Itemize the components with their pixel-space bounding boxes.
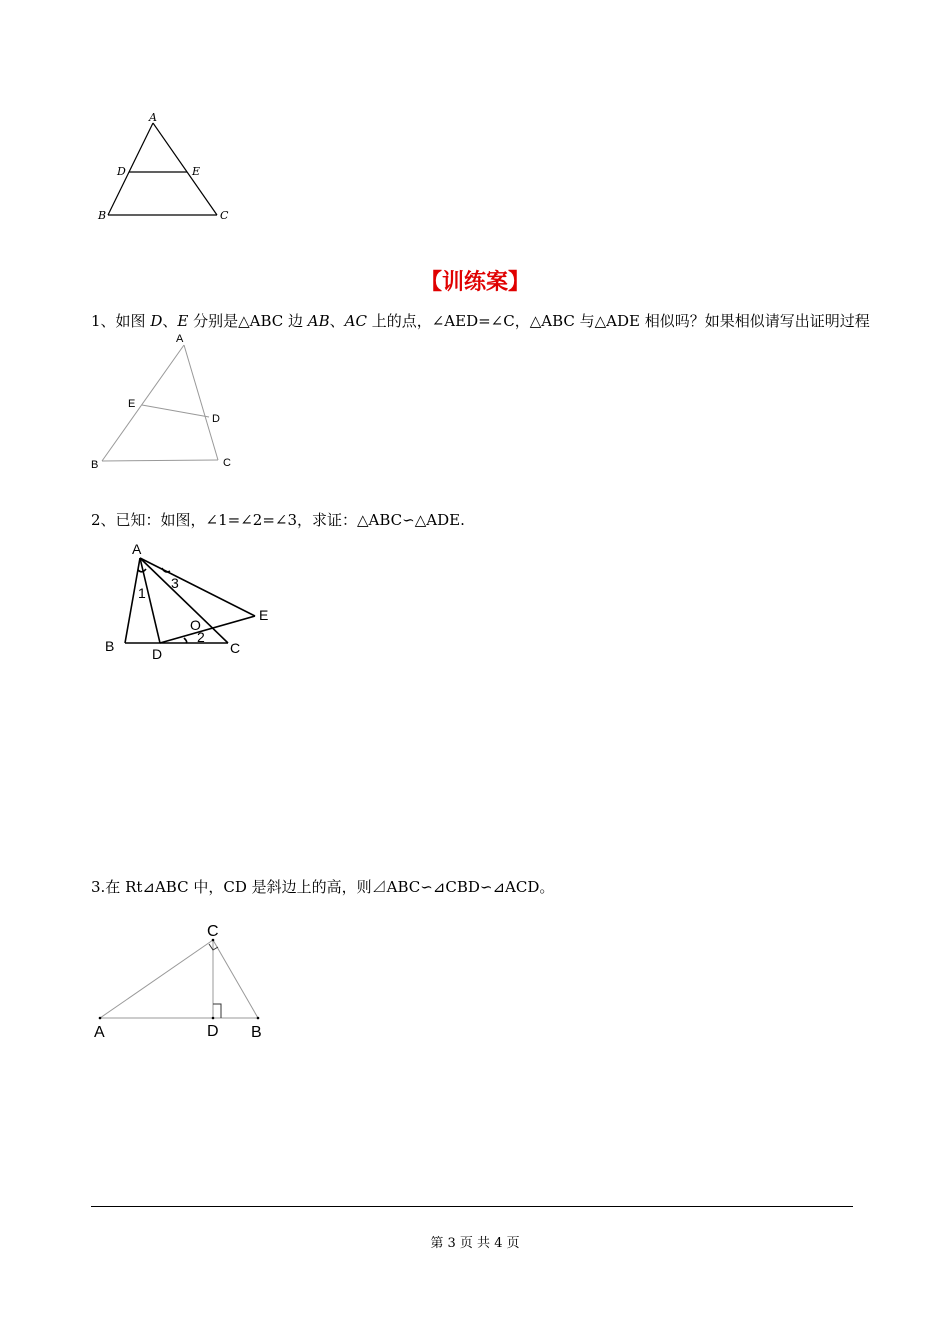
figure-triangle-de xyxy=(90,105,240,230)
label-a: A xyxy=(132,541,142,557)
q1-ab: AB xyxy=(307,312,330,330)
label-d: D xyxy=(117,165,126,178)
q1-text2: 上的点，∠AED=∠C，△ABC 与△ADE 相似吗？如果相似请写出证明过程 xyxy=(366,312,870,330)
label-e: E xyxy=(128,398,136,410)
label-c: C xyxy=(223,457,231,469)
label-angle-2: 2 xyxy=(197,629,205,645)
label-b: B xyxy=(251,1024,262,1041)
label-b: B xyxy=(98,209,107,222)
label-d: D xyxy=(207,1023,219,1040)
label-e: E xyxy=(192,165,201,178)
question-2: 2、已知：如图，∠1=∠2=∠3，求证：△ABC∽△ADE. xyxy=(91,511,465,529)
q1-sep1: 、 xyxy=(162,312,178,330)
page-footer: 第 3 页 共 4 页 xyxy=(430,1236,520,1251)
q1-number: 1、如图 xyxy=(91,312,151,330)
label-o: O xyxy=(190,617,201,633)
label-e: E xyxy=(259,607,269,623)
label-a: A xyxy=(149,111,157,124)
label-c: C xyxy=(207,923,219,940)
figure-q2 xyxy=(100,538,280,663)
section-title: 【训练案】 xyxy=(419,270,530,295)
label-c: C xyxy=(230,640,241,656)
label-b: B xyxy=(91,459,99,471)
question-1 xyxy=(91,310,870,331)
q1-e: E xyxy=(177,312,189,330)
q1-sep2: 、 xyxy=(329,312,345,330)
label-b: B xyxy=(105,638,115,654)
q1-ac: AC xyxy=(344,312,367,330)
label-d: D xyxy=(152,646,163,662)
label-angle-1: 1 xyxy=(138,585,146,601)
label-angle-3: 3 xyxy=(171,575,179,591)
figure-q3 xyxy=(85,915,275,1045)
q1-d: D xyxy=(150,312,163,330)
footer-rule xyxy=(91,1206,853,1207)
figure-q1 xyxy=(85,330,245,475)
label-a: A xyxy=(94,1024,105,1041)
q1-text1: 分别是△ABC 边 xyxy=(188,312,308,330)
label-c: C xyxy=(220,209,229,222)
label-d: D xyxy=(212,413,220,425)
question-3: 3.在 Rt⊿ABC 中，CD 是斜边上的高，则⊿ABC∽⊿CBD∽⊿ACD。 xyxy=(91,878,555,896)
label-a: A xyxy=(176,333,184,345)
